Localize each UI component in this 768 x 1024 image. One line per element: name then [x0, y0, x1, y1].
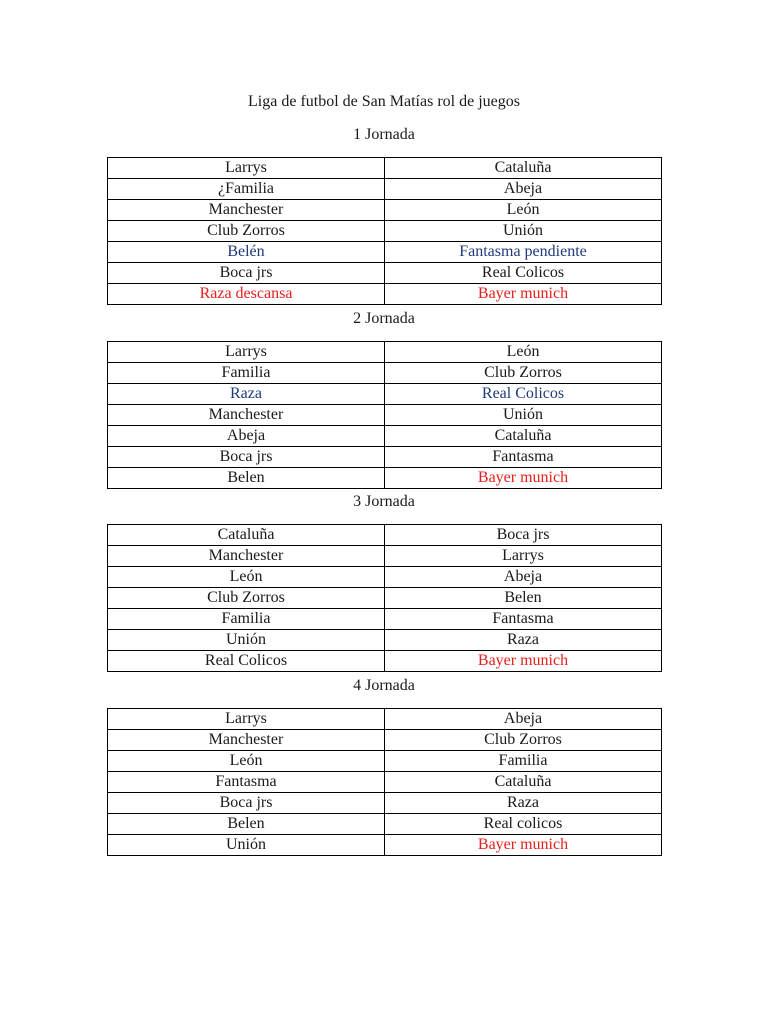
away-team-cell: Fantasma [385, 447, 662, 468]
home-team-cell: Raza descansa [108, 284, 385, 305]
away-team-cell: Fantasma pendiente [385, 242, 662, 263]
home-team-cell: Manchester [108, 730, 385, 751]
table-row [108, 242, 662, 263]
home-team-cell: Boca jrs [108, 793, 385, 814]
table-row [108, 814, 662, 835]
home-team-cell: Real Colicos [108, 651, 385, 672]
away-team-cell: Familia [385, 751, 662, 772]
table-row [108, 751, 662, 772]
away-team-cell: Unión [385, 221, 662, 242]
home-team-cell: Belén [108, 242, 385, 263]
away-team-cell: Abeja [385, 709, 662, 730]
home-team-cell: Club Zorros [108, 588, 385, 609]
document-title: Liga de futbol de San Matías rol de juegos [248, 93, 520, 110]
table-row [108, 221, 662, 242]
table-row [108, 384, 662, 405]
jornada-3-heading: 3 Jornada [353, 493, 415, 510]
jornada-3-table [107, 524, 662, 672]
table-row [108, 363, 662, 384]
table-row [108, 546, 662, 567]
away-team-cell: Abeja [385, 567, 662, 588]
table-row [108, 651, 662, 672]
table-row [108, 468, 662, 489]
table-row [108, 284, 662, 305]
away-team-cell: León [385, 342, 662, 363]
home-team-cell: Cataluña [108, 525, 385, 546]
home-team-cell: León [108, 751, 385, 772]
home-team-cell: Raza [108, 384, 385, 405]
away-team-cell: Boca jrs [385, 525, 662, 546]
home-team-cell: Larrys [108, 709, 385, 730]
table-row [108, 793, 662, 814]
table-row [108, 426, 662, 447]
table-row [108, 588, 662, 609]
away-team-cell: Club Zorros [385, 363, 662, 384]
home-team-cell: Boca jrs [108, 263, 385, 284]
home-team-cell: Familia [108, 363, 385, 384]
away-team-cell: Bayer munich [385, 468, 662, 489]
jornada-1-heading: 1 Jornada [353, 126, 415, 143]
home-team-cell: Belen [108, 468, 385, 489]
table-row [108, 772, 662, 793]
away-team-cell: Real Colicos [385, 384, 662, 405]
away-team-cell: Real Colicos [385, 263, 662, 284]
jornada-4-heading: 4 Jornada [353, 677, 415, 694]
table-row [108, 405, 662, 426]
away-team-cell: Raza [385, 793, 662, 814]
home-team-cell: León [108, 567, 385, 588]
home-team-cell: Club Zorros [108, 221, 385, 242]
table-row [108, 525, 662, 546]
away-team-cell: Bayer munich [385, 835, 662, 856]
away-team-cell: Larrys [385, 546, 662, 567]
jornada-2-heading: 2 Jornada [353, 310, 415, 327]
table-row [108, 835, 662, 856]
away-team-cell: Cataluña [385, 426, 662, 447]
away-team-cell: Belen [385, 588, 662, 609]
away-team-cell: Unión [385, 405, 662, 426]
home-team-cell: Manchester [108, 405, 385, 426]
home-team-cell: Familia [108, 609, 385, 630]
jornada-4-table [107, 708, 662, 856]
jornada-1-table [107, 157, 662, 305]
home-team-cell: Unión [108, 835, 385, 856]
table-row [108, 630, 662, 651]
away-team-cell: Abeja [385, 179, 662, 200]
away-team-cell: Raza [385, 630, 662, 651]
table-row [108, 200, 662, 221]
home-team-cell: Manchester [108, 546, 385, 567]
away-team-cell: Real colicos [385, 814, 662, 835]
table-row [108, 609, 662, 630]
away-team-cell: Cataluña [385, 772, 662, 793]
home-team-cell: Unión [108, 630, 385, 651]
away-team-cell: Club Zorros [385, 730, 662, 751]
table-row [108, 179, 662, 200]
home-team-cell: Abeja [108, 426, 385, 447]
table-row [108, 447, 662, 468]
away-team-cell: Cataluña [385, 158, 662, 179]
table-row [108, 730, 662, 751]
table-row [108, 567, 662, 588]
home-team-cell: Boca jrs [108, 447, 385, 468]
away-team-cell: Bayer munich [385, 651, 662, 672]
home-team-cell: Belen [108, 814, 385, 835]
away-team-cell: Fantasma [385, 609, 662, 630]
table-row [108, 709, 662, 730]
home-team-cell: Manchester [108, 200, 385, 221]
table-row [108, 158, 662, 179]
home-team-cell: ¿Familia [108, 179, 385, 200]
table-row [108, 263, 662, 284]
away-team-cell: León [385, 200, 662, 221]
home-team-cell: Larrys [108, 342, 385, 363]
table-row [108, 342, 662, 363]
home-team-cell: Fantasma [108, 772, 385, 793]
home-team-cell: Larrys [108, 158, 385, 179]
jornada-2-table [107, 341, 662, 489]
away-team-cell: Bayer munich [385, 284, 662, 305]
